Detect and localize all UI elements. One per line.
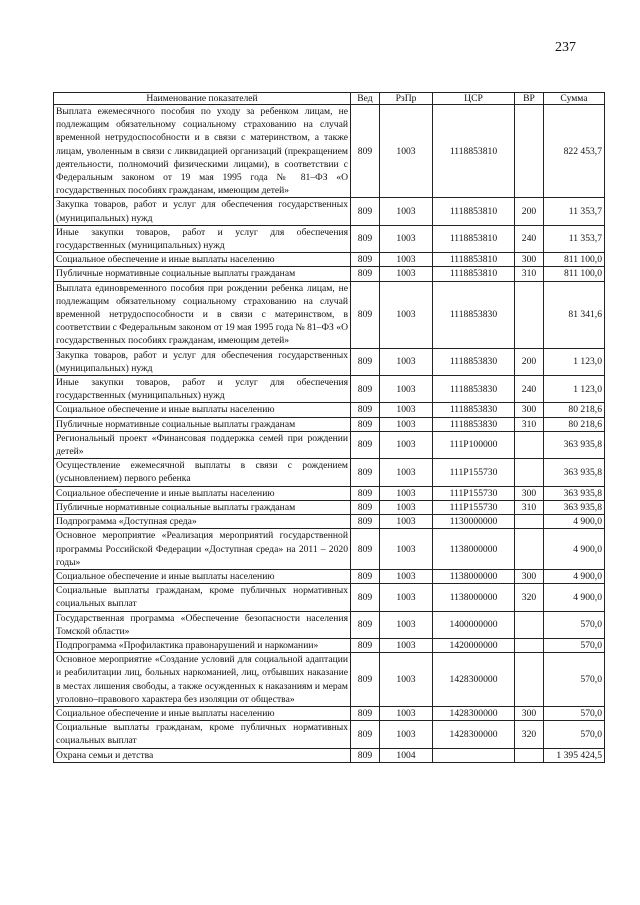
cell-ved: 809 [351, 267, 380, 281]
table-row [54, 348, 605, 375]
cell-name: Социальное обеспечение и иные выплаты населению [54, 253, 351, 267]
cell-name: Выплата единовременного пособия при рождении ребенка лицам, не подлежащим обязательному социальному страхованию на случай временной нетрудоспособности и в связи с материнством, в соответствии с Федеральным законом от 19 мая 1995 года № 81–ФЗ «О государственных пособиях гражданам, имеющим детей» [54, 281, 351, 348]
cell-vr: 300 [515, 706, 544, 720]
cell-name: Публичные нормативные социальные выплаты гражданам [54, 500, 351, 514]
cell-ved: 809 [351, 459, 380, 486]
table-row [54, 569, 605, 583]
cell-rzpr: 1003 [380, 706, 433, 720]
cell-name: Региональный проект «Финансовая поддержка семей при рождении детей» [54, 431, 351, 458]
cell-rzpr: 1003 [380, 638, 433, 652]
cell-csr: 1118853830 [433, 376, 515, 403]
cell-rzpr: 1003 [380, 376, 433, 403]
table-row [54, 105, 605, 198]
cell-csr: 1118853830 [433, 348, 515, 375]
cell-vr: 300 [515, 403, 544, 417]
cell-rzpr: 1003 [380, 431, 433, 458]
cell-csr: 1138000000 [433, 584, 515, 611]
cell-sum: 81 341,6 [544, 281, 605, 348]
cell-name: Охрана семьи и детства [54, 748, 351, 762]
cell-vr [515, 459, 544, 486]
cell-ved: 809 [351, 638, 380, 652]
cell-csr: 1428300000 [433, 706, 515, 720]
cell-rzpr: 1003 [380, 721, 433, 748]
cell-sum: 11 353,7 [544, 225, 605, 252]
cell-name: Иные закупки товаров, работ и услуг для обеспечения государственных (муниципальных) нужд [54, 225, 351, 252]
cell-ved: 809 [351, 376, 380, 403]
cell-rzpr: 1003 [380, 105, 433, 198]
header-ved: Вед [351, 93, 380, 105]
budget-table [53, 92, 605, 763]
cell-ved: 809 [351, 348, 380, 375]
cell-vr [515, 105, 544, 198]
cell-name: Иные закупки товаров, работ и услуг для обеспечения государственных (муниципальных) нужд [54, 376, 351, 403]
cell-csr: 1428300000 [433, 653, 515, 707]
cell-ved: 809 [351, 529, 380, 570]
cell-ved: 809 [351, 721, 380, 748]
cell-name: Социальное обеспечение и иные выплаты населению [54, 403, 351, 417]
cell-rzpr: 1003 [380, 225, 433, 252]
cell-name: Социальное обеспечение и иные выплаты населению [54, 569, 351, 583]
header-sum: Сумма [544, 93, 605, 105]
cell-vr [515, 431, 544, 458]
cell-csr: 1118853810 [433, 198, 515, 225]
cell-vr [515, 748, 544, 762]
cell-vr: 200 [515, 198, 544, 225]
cell-rzpr: 1003 [380, 584, 433, 611]
cell-vr [515, 611, 544, 638]
header-vr: ВР [515, 93, 544, 105]
cell-vr: 320 [515, 721, 544, 748]
cell-sum: 4 900,0 [544, 584, 605, 611]
cell-sum: 811 100,0 [544, 253, 605, 267]
table-row [54, 417, 605, 431]
cell-vr: 300 [515, 569, 544, 583]
cell-csr: 1420000000 [433, 638, 515, 652]
table-row [54, 653, 605, 707]
cell-name: Государственная программа «Обеспечение безопасности населения Томской области» [54, 611, 351, 638]
cell-sum: 11 353,7 [544, 198, 605, 225]
cell-sum: 1 123,0 [544, 376, 605, 403]
cell-name: Социальные выплаты гражданам, кроме публичных нормативных социальных выплат [54, 721, 351, 748]
cell-csr: 111P100000 [433, 431, 515, 458]
cell-sum: 80 218,6 [544, 417, 605, 431]
cell-name: Социальные выплаты гражданам, кроме публичных нормативных социальных выплат [54, 584, 351, 611]
cell-rzpr: 1003 [380, 486, 433, 500]
table-row [54, 376, 605, 403]
cell-vr [515, 515, 544, 529]
cell-rzpr: 1003 [380, 529, 433, 570]
cell-vr: 310 [515, 417, 544, 431]
cell-vr: 200 [515, 348, 544, 375]
cell-ved: 809 [351, 431, 380, 458]
cell-csr: 1118853810 [433, 105, 515, 198]
cell-vr: 310 [515, 267, 544, 281]
cell-csr: 1130000000 [433, 515, 515, 529]
header-csr: ЦСР [433, 93, 515, 105]
cell-sum: 570,0 [544, 638, 605, 652]
table-row [54, 584, 605, 611]
cell-sum: 811 100,0 [544, 267, 605, 281]
cell-ved: 809 [351, 105, 380, 198]
cell-sum: 822 453,7 [544, 105, 605, 198]
cell-ved: 809 [351, 253, 380, 267]
page-number: 237 [555, 40, 576, 55]
cell-csr: 1118853810 [433, 225, 515, 252]
cell-sum: 363 935,8 [544, 486, 605, 500]
cell-sum: 570,0 [544, 653, 605, 707]
cell-sum: 4 900,0 [544, 529, 605, 570]
cell-sum: 1 395 424,5 [544, 748, 605, 762]
cell-vr [515, 281, 544, 348]
cell-csr: 1118853830 [433, 281, 515, 348]
cell-ved: 809 [351, 198, 380, 225]
table-row [54, 431, 605, 458]
cell-ved: 809 [351, 417, 380, 431]
cell-ved: 809 [351, 486, 380, 500]
table-row [54, 706, 605, 720]
cell-rzpr: 1003 [380, 569, 433, 583]
table-row [54, 198, 605, 225]
cell-sum: 363 935,8 [544, 459, 605, 486]
cell-rzpr: 1003 [380, 417, 433, 431]
cell-rzpr: 1003 [380, 653, 433, 707]
cell-rzpr: 1003 [380, 500, 433, 514]
table-row [54, 748, 605, 762]
table-row [54, 459, 605, 486]
cell-csr: 1428300000 [433, 721, 515, 748]
cell-ved: 809 [351, 584, 380, 611]
cell-csr: 1138000000 [433, 569, 515, 583]
cell-csr: 1118853810 [433, 267, 515, 281]
cell-rzpr: 1003 [380, 515, 433, 529]
cell-rzpr: 1003 [380, 459, 433, 486]
table-row [54, 253, 605, 267]
cell-sum: 1 123,0 [544, 348, 605, 375]
cell-sum: 570,0 [544, 721, 605, 748]
cell-name: Основное мероприятие «Реализация мероприятий государственной программы Российской Федерации «Доступная среда» на 2011 – 2020 годы» [54, 529, 351, 570]
cell-vr: 310 [515, 500, 544, 514]
cell-rzpr: 1003 [380, 267, 433, 281]
cell-ved: 809 [351, 748, 380, 762]
cell-name: Публичные нормативные социальные выплаты гражданам [54, 267, 351, 281]
header-name: Наименование показателей [54, 93, 351, 105]
cell-name: Подпрограмма «Доступная среда» [54, 515, 351, 529]
header-row [54, 93, 605, 105]
cell-rzpr: 1003 [380, 611, 433, 638]
table-row [54, 529, 605, 570]
cell-sum: 80 218,6 [544, 403, 605, 417]
cell-rzpr: 1003 [380, 253, 433, 267]
table-row [54, 486, 605, 500]
cell-sum: 363 935,8 [544, 431, 605, 458]
cell-sum: 4 900,0 [544, 515, 605, 529]
cell-sum: 570,0 [544, 611, 605, 638]
cell-name: Социальное обеспечение и иные выплаты населению [54, 486, 351, 500]
cell-vr: 300 [515, 486, 544, 500]
cell-name: Выплата ежемесячного пособия по уходу за ребенком лицам, не подлежащим обязательному социальному страхованию на случай временной нетрудоспособности и в связи с материнством, а также лицам, уволенным в связи с ликвидацией организаций (прекращением деятельности, полномочий физическими лицами), в соответствии с Федеральным законом от 19 мая 1995 года № 81–ФЗ «О государственных пособиях гражданам, имеющим детей» [54, 105, 351, 198]
table-row [54, 515, 605, 529]
cell-sum: 363 935,8 [544, 500, 605, 514]
cell-vr [515, 653, 544, 707]
cell-rzpr: 1003 [380, 403, 433, 417]
cell-vr: 240 [515, 225, 544, 252]
cell-rzpr: 1003 [380, 198, 433, 225]
cell-sum: 570,0 [544, 706, 605, 720]
cell-ved: 809 [351, 515, 380, 529]
header-rzpr: РзПр [380, 93, 433, 105]
cell-name: Закупка товаров, работ и услуг для обеспечения государственных (муниципальных) нужд [54, 198, 351, 225]
cell-vr: 320 [515, 584, 544, 611]
cell-name: Подпрограмма «Профилактика правонарушений и наркомании» [54, 638, 351, 652]
table-row [54, 281, 605, 348]
cell-name: Закупка товаров, работ и услуг для обеспечения государственных (муниципальных) нужд [54, 348, 351, 375]
cell-vr: 240 [515, 376, 544, 403]
cell-vr [515, 638, 544, 652]
cell-ved: 809 [351, 706, 380, 720]
table-row [54, 403, 605, 417]
cell-rzpr: 1004 [380, 748, 433, 762]
cell-ved: 809 [351, 281, 380, 348]
table-row [54, 611, 605, 638]
table-row [54, 500, 605, 514]
cell-csr: 1118853810 [433, 253, 515, 267]
table-body [54, 105, 605, 763]
cell-name: Основное мероприятие «Создание условий для социальной адаптации и реабилитации лиц, больных наркоманией, лиц, отбывших наказание в местах лишения свободы, а также осужденных к наказаниям и мерам уголовно–правового характера без изоляции от общества» [54, 653, 351, 707]
cell-rzpr: 1003 [380, 281, 433, 348]
table-row [54, 638, 605, 652]
cell-ved: 809 [351, 653, 380, 707]
cell-ved: 809 [351, 569, 380, 583]
table-row [54, 721, 605, 748]
cell-csr: 111P155730 [433, 459, 515, 486]
table-row [54, 225, 605, 252]
cell-name: Социальное обеспечение и иные выплаты населению [54, 706, 351, 720]
cell-csr: 1400000000 [433, 611, 515, 638]
table-row [54, 267, 605, 281]
cell-vr: 300 [515, 253, 544, 267]
cell-csr: 1118853830 [433, 417, 515, 431]
cell-sum: 4 900,0 [544, 569, 605, 583]
cell-ved: 809 [351, 403, 380, 417]
cell-ved: 809 [351, 500, 380, 514]
cell-csr: 111P155730 [433, 486, 515, 500]
cell-name: Осуществление ежемесячной выплаты в связи с рождением (усыновлением) первого ребенка [54, 459, 351, 486]
cell-csr [433, 748, 515, 762]
cell-csr: 111P155730 [433, 500, 515, 514]
cell-csr: 1138000000 [433, 529, 515, 570]
cell-rzpr: 1003 [380, 348, 433, 375]
cell-vr [515, 529, 544, 570]
cell-name: Публичные нормативные социальные выплаты гражданам [54, 417, 351, 431]
cell-csr: 1118853830 [433, 403, 515, 417]
cell-ved: 809 [351, 611, 380, 638]
cell-ved: 809 [351, 225, 380, 252]
